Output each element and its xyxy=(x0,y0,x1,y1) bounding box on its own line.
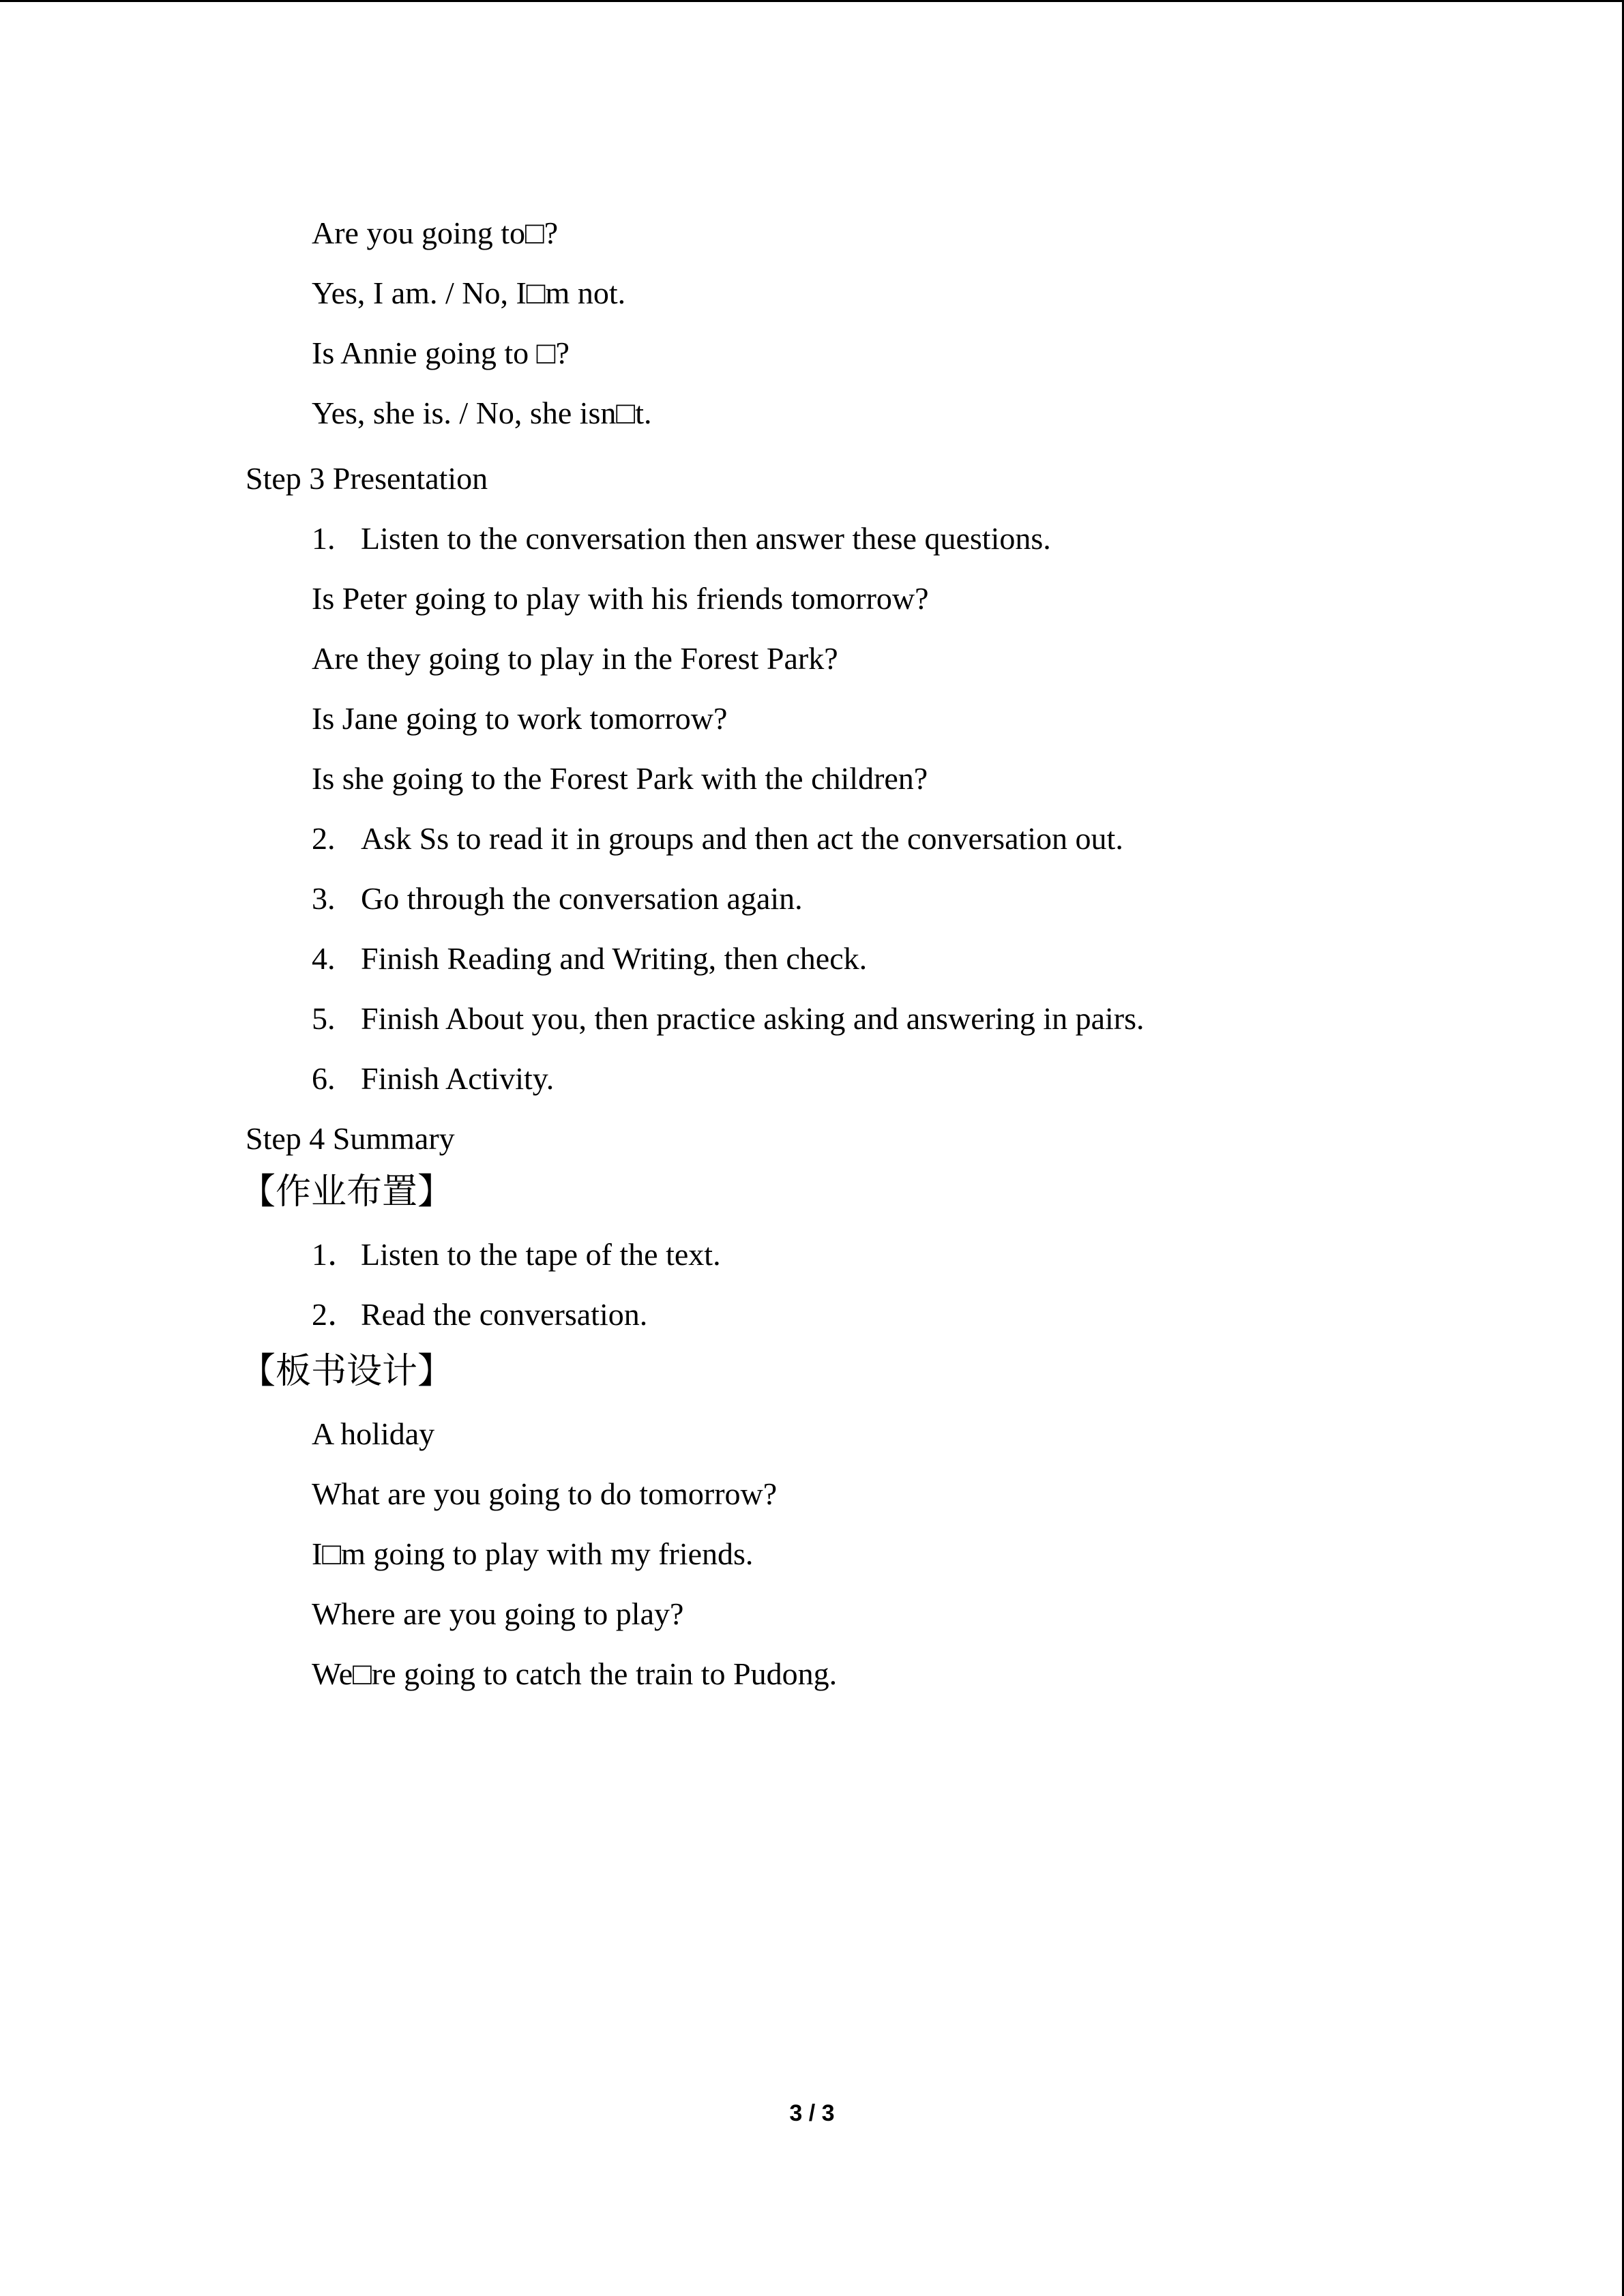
list-text: Listen to the tape of the text. xyxy=(361,1237,721,1272)
board-line: We□re going to catch the train to Pudong. xyxy=(312,1656,838,1691)
list-text: Finish About you, then practice asking and answering in pairs. xyxy=(361,1001,1145,1036)
homework-heading: 【作业布置】 xyxy=(240,1172,454,1212)
step3-title: Step 3 Presentation xyxy=(246,461,488,496)
list-text: Read the conversation. xyxy=(361,1297,648,1332)
step3-list-item xyxy=(312,818,1123,859)
step3-list-item xyxy=(312,1058,554,1099)
page-number: 3 / 3 xyxy=(789,2100,835,2126)
list-number: 2. xyxy=(312,821,336,856)
board-line: A holiday xyxy=(312,1416,435,1451)
list-number: 2． xyxy=(312,1297,359,1332)
list-text: Go through the conversation again. xyxy=(361,881,803,916)
list-text: Finish Activity. xyxy=(361,1061,555,1096)
page-top-border xyxy=(0,0,1624,2)
step3-list-item xyxy=(312,878,803,919)
step3-list-item xyxy=(312,518,1051,559)
list-number: 3. xyxy=(312,881,336,916)
board-design-heading: 【板书设计】 xyxy=(240,1351,454,1392)
list-number: 1. xyxy=(312,521,336,556)
board-line: What are you going to do tomorrow? xyxy=(312,1476,778,1511)
list-text: Ask Ss to read it in groups and then act the conversation out. xyxy=(361,821,1123,856)
step4-title: Step 4 Summary xyxy=(246,1121,455,1156)
question-line: Is Jane going to work tomorrow? xyxy=(312,701,728,736)
pattern-line: Is Annie going to □? xyxy=(312,336,570,370)
homework-item xyxy=(312,1294,647,1335)
list-text: Finish Reading and Writing, then check. xyxy=(361,941,868,976)
homework-item xyxy=(312,1234,721,1275)
question-line: Is Peter going to play with his friends tomorrow? xyxy=(312,581,929,616)
pattern-line: Yes, she is. / No, she isn□t. xyxy=(312,396,652,430)
question-line: Are they going to play in the Forest Park? xyxy=(312,641,838,676)
list-number: 1． xyxy=(312,1237,359,1272)
list-number: 5. xyxy=(312,1001,336,1036)
list-number: 6. xyxy=(312,1061,336,1096)
pattern-line: Yes, I am. / No, I□m not. xyxy=(312,275,626,310)
list-text: Listen to the conversation then answer these questions. xyxy=(361,521,1051,556)
step3-list-item xyxy=(312,938,867,979)
step3-list-item xyxy=(312,998,1145,1039)
board-line: Where are you going to play? xyxy=(312,1596,684,1631)
list-number: 4. xyxy=(312,941,336,976)
question-line: Is she going to the Forest Park with the children? xyxy=(312,761,928,796)
board-line: I□m going to play with my friends. xyxy=(312,1536,754,1571)
pattern-line: Are you going to□? xyxy=(312,215,559,250)
